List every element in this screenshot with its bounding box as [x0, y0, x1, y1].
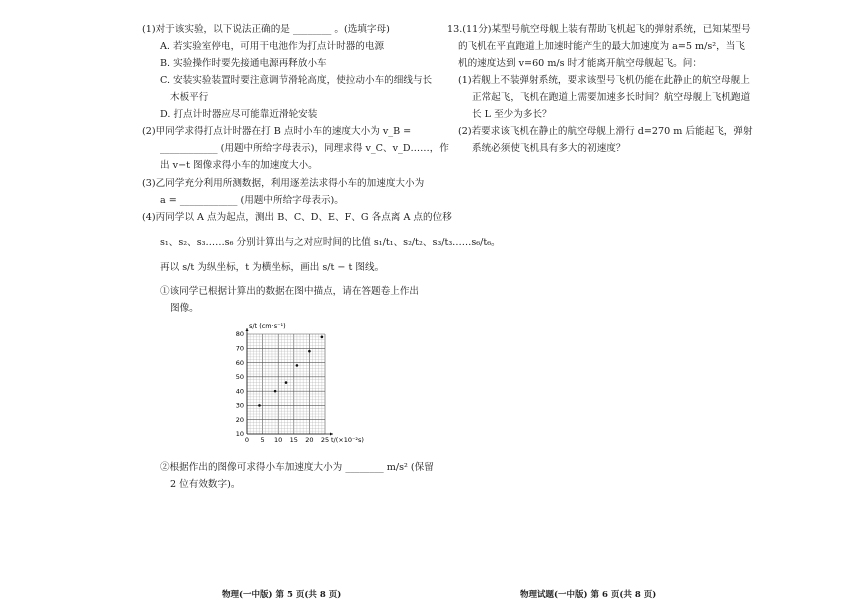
y-tick-label: 20 — [235, 415, 244, 424]
option-c-cont: 木板平行 — [170, 92, 209, 103]
footer-right: 物理试题(一中版) 第 6 页(共 8 页) — [520, 590, 657, 600]
data-point — [296, 364, 299, 367]
question-3-line2: a = ____________ (用题中所给字母表示)。 — [160, 195, 344, 206]
question-4-sub1-cont: 图像。 — [170, 303, 199, 314]
data-point — [308, 350, 311, 353]
question-13: 13.(11分)某型号航空母舰上装有帮助飞机起飞的弹射系统，已知某型号 — [447, 24, 751, 35]
question-13-line3: 机的速度达到 v=60 m/s 时才能离开航空母舰起飞。问： — [458, 58, 702, 69]
data-point — [285, 381, 288, 384]
question-4-sub1: ①该同学已根据计算出的数据在图中描点，请在答题卷上作出 — [160, 286, 420, 297]
x-tick-label: 5 — [260, 436, 265, 444]
x-tick-label: 25 — [320, 436, 330, 444]
question-4-sub2-cont: 2 位有效数字)。 — [170, 479, 241, 490]
question-13-line2: 的飞机在平直跑道上加速时能产生的最大加速度为 a=5 m/s²，当飞 — [458, 41, 745, 52]
x-tick-label: 20 — [305, 436, 314, 444]
graph-svg — [225, 318, 395, 458]
footer-left: 物理(一中版) 第 5 页(共 8 页) — [222, 590, 342, 600]
graph-axes — [246, 328, 334, 436]
question-2: (2)甲同学求得打点计时器在打 B 点时小车的速度大小为 v_B = — [142, 126, 412, 137]
data-point — [274, 390, 277, 393]
data-point — [321, 336, 324, 339]
option-a: A. 若实验室停电，可用干电池作为打点计时器的电源 — [160, 41, 385, 52]
x-axis-label: t/(×10⁻²s) — [331, 436, 364, 444]
question-2-line2: ____________ (用题中所给字母表示)，同理求得 v_C、v_D……，作 — [160, 143, 449, 154]
question-2-line3: 出 v−t 图像求得小车的加速度大小。 — [160, 160, 318, 171]
option-d: D. 打点计时器应尽可能靠近滑轮安装 — [160, 109, 318, 120]
option-b: B. 实验操作时要先接通电源再释放小车 — [160, 58, 327, 69]
graph — [225, 318, 395, 462]
question-3: (3)乙同学充分利用所测数据，利用逐差法求得小车的加速度大小为 — [142, 178, 425, 189]
x-tick-label: 15 — [289, 436, 298, 444]
y-tick-label: 50 — [235, 373, 244, 382]
y-tick-label: 30 — [235, 401, 244, 410]
data-point — [258, 404, 261, 407]
x-tick-label: 0 — [244, 436, 250, 444]
graph-tick-labels — [236, 330, 329, 444]
option-c: C. 安装实验装置时要注意调节滑轮高度，使拉动小车的细线与长 — [160, 75, 433, 86]
y-tick-label: 80 — [235, 330, 244, 339]
question-4-line2: s₁、s₂、s₃……s₆ 分别计算出与之对应时间的比值 s₁/t₁、s₂/t₂、s₃/t₃……s₆/t₆。 — [160, 237, 501, 248]
question-1: (1)对于该实验，以下说法正确的是 ________ 。(选填字母) — [142, 24, 390, 35]
graph-grid — [247, 334, 325, 434]
question-13-part1-line3: 长 L 至少为多长？ — [472, 109, 552, 120]
question-4: (4)丙同学以 A 点为起点，测出 B、C、D、E、F、G 各点离 A 点的位移 — [142, 212, 452, 223]
y-axis-label: s/t (cm·s⁻¹) — [249, 322, 286, 330]
question-13-part1-line2: 正常起飞，飞机在跑道上需要加速多长时间？航空母舰上飞机跑道 — [472, 92, 751, 103]
y-tick-label: 10 — [235, 430, 244, 439]
question-13-part1: (1)若舰上不装弹射系统，要求该型号飞机仍能在此静止的航空母舰上 — [458, 75, 750, 86]
question-13-part2-line2: 系统必须使飞机具有多大的初速度？ — [472, 143, 626, 154]
y-tick-label: 60 — [235, 358, 244, 367]
question-4-line3: 再以 s/t 为纵坐标，t 为横坐标，画出 s/t − t 图线。 — [160, 262, 385, 273]
y-tick-label: 40 — [235, 387, 244, 396]
y-tick-label: 70 — [235, 344, 244, 353]
x-tick-label: 10 — [274, 436, 283, 444]
question-4-sub2: ②根据作出的图像可求得小车加速度大小为 ________ m/s² (保留 — [160, 462, 434, 473]
question-13-part2: (2)若要求该飞机在静止的航空母舰上滑行 d=270 m 后能起飞，弹射 — [458, 126, 753, 137]
